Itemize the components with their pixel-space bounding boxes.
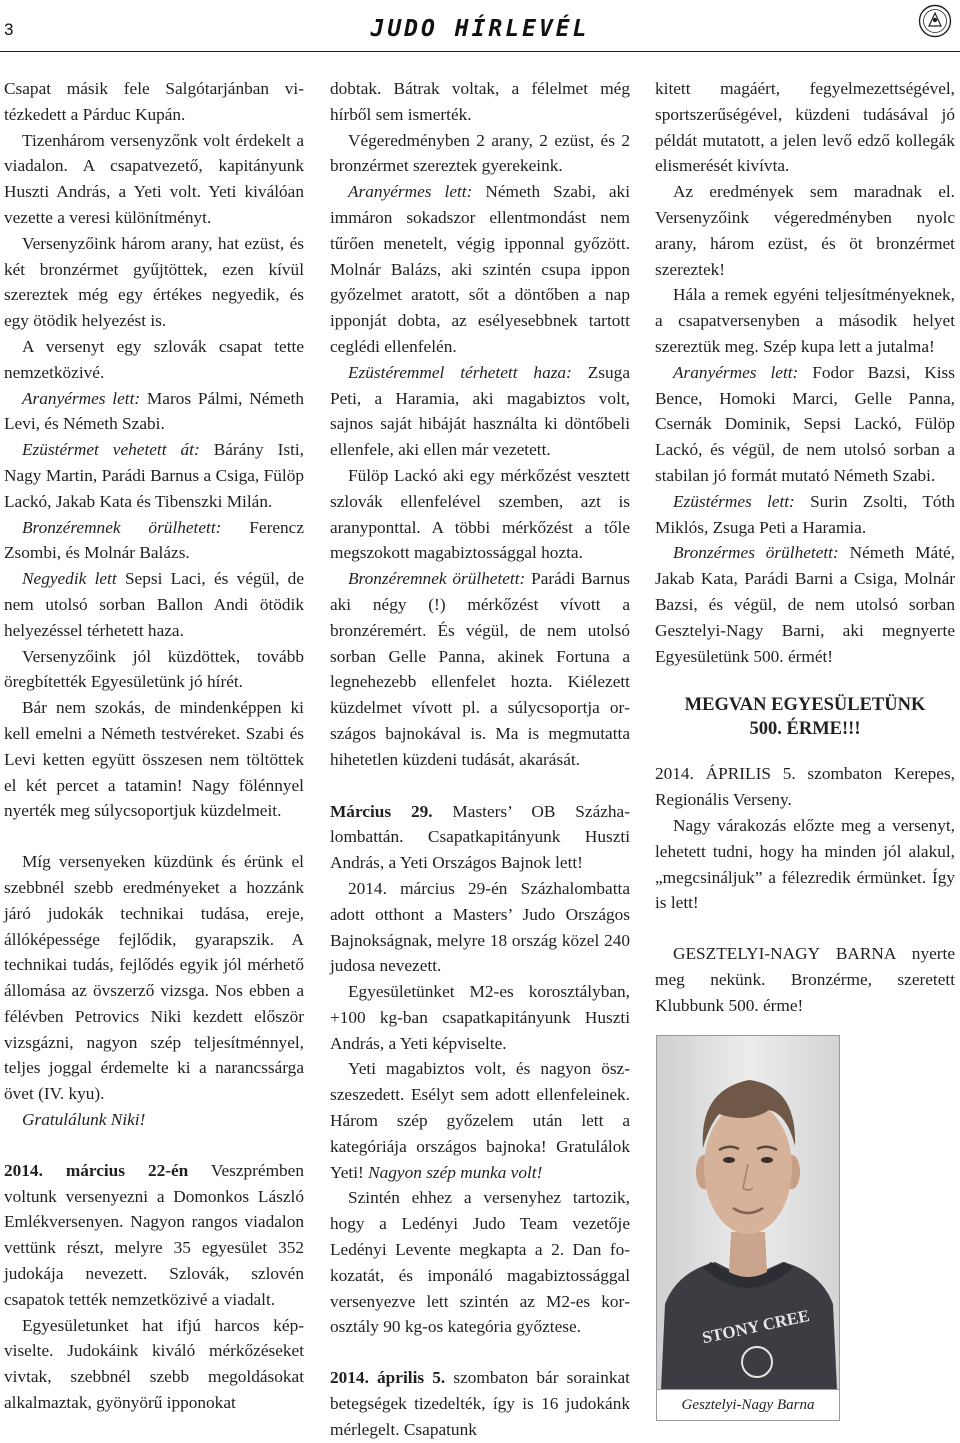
article-column-2 <box>330 76 630 1443</box>
result-names: Zsuga Peti, a Haramia, aki magabiztos volt, sajnos saját hibáját használta ki döntőbeli ellenfele, aki ellen már vezetett. <box>330 362 630 460</box>
paragraph <box>330 799 630 876</box>
heading-line: 500. ÉRME!!! <box>749 719 861 740</box>
result-names: Fodor Bazsi, Kiss Bence, Homoki Marci, Gelle Panna, Csernák Dominik, Sepsi Lackó, Fülöp Lackó, és végül, de nem utolsó sorban a stabilan jó formát mutató Németh Szabi. <box>655 362 956 485</box>
shirt-print-text: STONY CREE <box>700 1305 812 1348</box>
result-names: Parádi Barnus aki négy (!) mérkőzést vívott a bronzéremért. És végül, de nem utolsó sorban Gelle Panna, akinek Fortuna a legnehezebb ellenfelet hozta. Kiélezett küzdelmet vívott pl. a súlycsoportja országos bajnokával is. Ma is megmutatta hihetetlen küzdeni tudását, akarását. <box>330 569 630 769</box>
paragraph <box>4 515 304 567</box>
heading-line: MEGVAN EGYESÜLETÜNK <box>684 695 926 716</box>
judo-club-logo-icon <box>918 4 952 38</box>
paragraph: A versenyt egy szlovák csapat tette nemzetközivé. <box>4 336 304 382</box>
paragraph <box>4 386 304 438</box>
event-text: Masters’ OB Százhalombattán. Csapatkapitányunk Huszti András, a Yeti Országos Bajnok lett! <box>330 801 630 873</box>
result-label: Ezüstérmes lett: <box>673 491 795 511</box>
paragraph: Versenyzőink három arany, hat ezüst, és két bronzérmet gyűjtöttek, ezen kívül szereztek még egy értékes negyedik, és egy ötödik helyezést is. <box>4 233 304 331</box>
paragraph <box>330 1365 630 1442</box>
article-column-3 <box>655 76 955 1019</box>
result-names: Bárány Isti, Nagy Martin, Parádi Barnus a Csiga, Fülöp Lackó, Jakab Kata és Tibenszki Milán. <box>4 440 304 511</box>
result-names: Németh Máté, Jakab Kata, Parádi Barni a Csiga, Molnár Bazsi, és végül, de nem utolsó sorban Gesztelyi-Nagy Barni, aki megnyerte Egyesületünk 500. érmét! <box>655 543 955 666</box>
paragraph: Egyesületunket hat ifjú harcos képviselte. Judokáink kiváló mérkőzéseket vivtak, szebbnél szebb megoldásokat alkalmaztak, gyönyörű ipponokat <box>4 1315 304 1413</box>
event-date: Március 29. <box>330 801 433 821</box>
result-label: Bronzéremnek örülhetett: <box>22 517 222 537</box>
article-column-1 <box>4 76 304 1416</box>
paragraph <box>4 437 304 514</box>
page-number: 3 <box>4 20 14 39</box>
section-heading <box>655 693 955 741</box>
result-names: Németh Szabi, aki immáron sokadszor ellentmondást nem tűrően menetelt, végig ipponnal győzött. Molnár Balázs, aki szintén csupa ippon győzelmet aratott, sőt a döntőben a nap ipponját dobta, az esélyesebbnek tartott ceglédi ellenfelén. <box>330 182 630 356</box>
paragraph: Csapat másik fele Salgótarjánban vitézkedett a Párduc Kupán. <box>4 79 304 124</box>
result-label: Aranyérmes lett: <box>22 388 141 408</box>
result-names: Ferencz Zsombi, és Molnár Balázs. <box>4 517 304 563</box>
paragraph <box>330 360 630 463</box>
paragraph <box>655 540 955 669</box>
paragraph: 2014. március 29-én Százhalombatta adott otthont a Masters’ Judo Országos Bajnokságnak, melyre 18 ország közel 240 judosa nevezett. <box>330 878 630 976</box>
result-label: Ezüstérmet vehetett át: <box>22 440 200 460</box>
congratulation-line: Gratulálunk Niki! <box>22 1110 146 1130</box>
paragraph: Szintén ehhez a versenyhez tartozik, hogy a Ledényi Judo Team vezetője Ledényi Levente megkapta a 2. Dan fokozatát, és imponáló magabiztossággal versenyezve lett szintén az M2-es korosztály 90 kg-os kategória győztese. <box>330 1188 630 1337</box>
paragraph: Fülöp Lackó aki egy mérkőzést vesztett szlovák ellenfelével szemben, azt is aranyponttal. A többi mérkőzést a tőle megszokott magabiztossággal hozta. <box>330 465 630 563</box>
paragraph <box>4 1158 304 1313</box>
portrait-photo <box>656 1035 840 1421</box>
paragraph: kitett magáért, fegyelmezettségével, sportszerűségével, küzdeni tudásával jó példát mutatott, a jelen levő edző kollegák elismerését kivívta. <box>655 79 955 176</box>
event-text: Veszprémben voltunk versenyezni a Domonkos László Emlékversenyen. Nagyon rangos viadalon vettünk részt, melyre 35 egyesület 352 judokája nevezett. Szlovák, szlovén csapatok tették nemzetközivé a viadalt. <box>4 1160 304 1309</box>
event-date: 2014. március 22-én <box>4 1160 189 1180</box>
paragraph <box>330 566 630 772</box>
paragraph: 2014. ÁPRILIS 5. szombaton Kerepes, Regionális Verseny. <box>655 764 955 810</box>
result-label: Aranyérmes lett: <box>348 182 473 202</box>
paragraph: Nagy várakozás előzte meg a versenyt, lehetett tudni, hogy ha minden jól alakul, „megcsináljuk” a félezredik érmünket. Így is lett! <box>655 815 955 913</box>
paragraph <box>4 566 304 643</box>
event-date: 2014. április 5. <box>330 1368 446 1388</box>
paragraph: Míg versenyeken küzdünk és érünk el szebbnél szebb eredményeket a hozzánk járó judokák technikai tudása, ereje, állóképessége fejlődik, gyarapszik. A technikai tudás, fejlődés egyik jól mérhető állomása az övszerző vizsga. Nos ebben a félévben Petrovics Niki kezdett először vizsgázni, nagyon szép teljesítménnyel, teljes joggal érdemelte ki a narancssárga övet (IV. kyu). <box>4 852 304 1104</box>
paragraph: dobtak. Bátrak voltak, a félelmet még hírből sem ismerték. <box>330 79 630 124</box>
result-label: Aranyérmes lett: <box>673 362 799 382</box>
newsletter-title: JUDO HÍRLEVÉL <box>370 16 590 42</box>
photo-caption: Gesztelyi-Nagy Barna <box>657 1389 839 1420</box>
paragraph <box>330 1056 630 1185</box>
paragraph: Bár nem szokás, de mindenképpen ki kell emelni a Németh testvéreket. Szabi és Levi ketten együtt összesen nem töltöttek el két percet a tatamin! Nagy fölénnyel nyerték meg súlycsoportjuk küzdelmeit. <box>4 698 304 821</box>
portrait-image <box>657 1036 839 1390</box>
result-label: Bronzéremnek örülhetett: <box>348 569 526 589</box>
paragraph <box>655 489 955 541</box>
paragraph <box>655 360 955 489</box>
header-rule <box>0 51 960 52</box>
paragraph: Tizenhárom versenyzőnk volt érdekelt a viadalon. A csapatvezető, kapitányunk Huszti András, a Yeti volt. Yeti kiválóan vezette a veresi különítményt. <box>4 130 304 227</box>
result-label: Ezüstéremmel térhetett haza: <box>348 362 572 382</box>
result-label: Bronzérmes örülhetett: <box>673 543 839 563</box>
event-text: szombaton bár sorainkat betegségek tizedelték, így is 16 judokánk mérlegelt. Csapatunk <box>330 1368 630 1439</box>
result-label: Negyedik lett <box>22 569 117 589</box>
paragraph: Az eredmények sem maradnak el. Versenyzőink végeredményben nyolc arany, három ezüst, és öt bronzérmet szereztek! <box>655 182 955 279</box>
page-header <box>0 0 960 64</box>
result-names: Surin Zsolti, Tóth Miklós, Zsuga Peti a Haramia. <box>655 491 955 537</box>
praise-text: Nagyon szép munka volt! <box>368 1162 543 1182</box>
paragraph: Végeredményben 2 arany, 2 ezüst, és 2 bronzérmet szereztek gyerekeink. <box>330 130 630 176</box>
paragraph: Hála a remek egyéni teljesítményeknek, a csapatversenyben a második helyet szereztük meg. Szép kupa lett a jutalma! <box>655 285 955 356</box>
result-names: Maros Pálmi, Németh Levi, és Németh Szabi. <box>4 388 304 434</box>
paragraph: Egyesületünket M2-es korosztályban, +100 kg-ban csapatkapitányunk Huszti András, a Yeti képviselte. <box>330 982 630 1053</box>
paragraph-text: Yeti magabiztos volt, és nagyon öszszeszedett. Esélyt sem adott ellenfeleinek. Három szép győzelem után lett a kategóriája országos bajnoka! Gratulálok Yeti! <box>330 1059 630 1182</box>
paragraph: GESZTELYI-NAGY BARNA nyerte meg nekünk. Bronzérme, szeretett Klubbunk 500. érme! <box>655 944 955 1015</box>
paragraph <box>330 179 630 360</box>
result-names: Sepsi Laci, és végül, de nem utolsó sorban Ballon Andi ötödik helyezéssel térhetett haza. <box>4 569 304 640</box>
paragraph: Versenyzőink jól küzdöttek, tovább öregbítették Egyesületünk jó hírét. <box>4 646 304 692</box>
